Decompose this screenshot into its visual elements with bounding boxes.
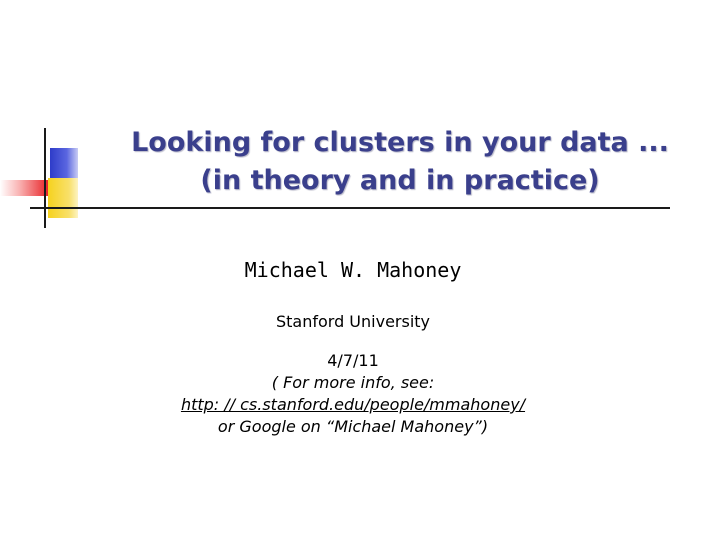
title-underline (30, 207, 670, 209)
info-block (0, 350, 706, 438)
slide-title (110, 124, 690, 200)
info-outro: or Google on “Michael Mahoney”) (217, 417, 489, 436)
presentation-date: 4/7/11 (327, 351, 379, 370)
homepage-link[interactable]: http: // cs.stanford.edu/people/mmahoney/ (180, 395, 526, 414)
decorative-red-bar (0, 180, 48, 196)
title-line-2: (in theory and in practice) (200, 165, 600, 196)
title-line-1: Looking for clusters in your data ... (131, 127, 669, 158)
affiliation: Stanford University (275, 312, 431, 331)
decorative-yellow-square (48, 178, 78, 218)
decorative-vertical-line (44, 128, 46, 228)
info-intro: ( For more info, see: (271, 373, 435, 392)
author-name: Michael W. Mahoney (244, 258, 462, 282)
